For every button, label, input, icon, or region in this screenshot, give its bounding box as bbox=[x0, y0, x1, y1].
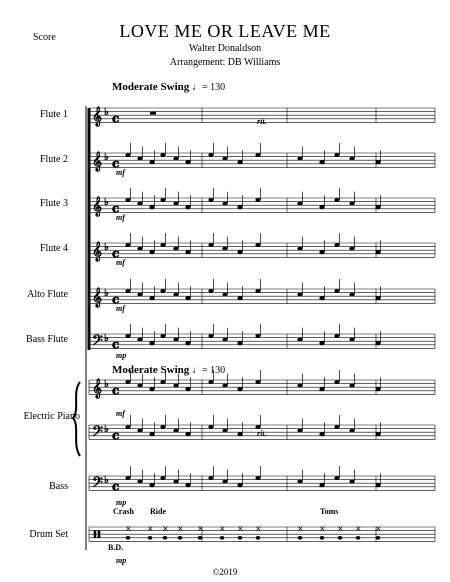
staff-flute-3 bbox=[89, 196, 435, 216]
cymbal-note: × bbox=[147, 524, 154, 533]
note bbox=[356, 536, 361, 540]
note bbox=[222, 202, 227, 206]
note bbox=[338, 536, 343, 540]
note bbox=[237, 387, 242, 391]
time-signature-common: c bbox=[112, 111, 120, 126]
staff-flute-4 bbox=[89, 241, 435, 261]
flat-icon: ♭ bbox=[104, 197, 109, 209]
ride-label: Ride bbox=[150, 507, 166, 516]
treble-clef-icon: 𝄞 bbox=[92, 287, 103, 308]
note bbox=[349, 338, 354, 342]
treble-clef-icon: 𝄞 bbox=[92, 241, 103, 262]
staff-piano-treble bbox=[89, 378, 435, 398]
note bbox=[160, 380, 165, 384]
note bbox=[237, 341, 242, 345]
cymbal-note: × bbox=[197, 524, 204, 533]
staff-flute-2 bbox=[89, 151, 435, 171]
cymbal-note: × bbox=[375, 524, 382, 533]
page-title: LOVE ME OR LEAVE ME bbox=[119, 21, 331, 41]
cymbal-note: × bbox=[219, 524, 226, 533]
note bbox=[185, 160, 190, 164]
note bbox=[125, 289, 130, 293]
note bbox=[255, 476, 260, 480]
toms-label: Toms bbox=[320, 507, 339, 516]
note bbox=[297, 480, 302, 484]
note bbox=[185, 432, 190, 436]
dynamic-mf: mf bbox=[116, 168, 125, 177]
note bbox=[173, 202, 178, 206]
note bbox=[208, 425, 213, 429]
note bbox=[297, 429, 302, 433]
dynamic-mp: mp bbox=[116, 351, 127, 360]
note bbox=[137, 480, 142, 484]
instrument-name-alto-flute: Alto Flute bbox=[27, 289, 68, 300]
note bbox=[334, 289, 339, 293]
note bbox=[297, 247, 302, 251]
note bbox=[149, 205, 154, 209]
note bbox=[375, 160, 380, 164]
note bbox=[125, 243, 130, 247]
note bbox=[126, 536, 131, 540]
composer: Walter Donaldson bbox=[188, 43, 262, 54]
note bbox=[125, 476, 130, 480]
instrument-name-drum-set: Drum Set bbox=[29, 529, 68, 540]
rit-marking: rit. bbox=[257, 429, 267, 438]
note bbox=[149, 483, 154, 487]
note bbox=[237, 296, 242, 300]
note bbox=[137, 157, 142, 161]
note bbox=[137, 247, 142, 251]
treble-clef-icon: 𝄞 bbox=[92, 106, 103, 127]
crash-label: Crash bbox=[113, 507, 134, 516]
note bbox=[237, 483, 242, 487]
note bbox=[160, 243, 165, 247]
note bbox=[319, 432, 324, 436]
note bbox=[255, 380, 260, 384]
instrument-name-flute-1: Flute 1 bbox=[39, 109, 68, 120]
cymbal-note: × bbox=[162, 524, 169, 533]
dynamic-mp: mp bbox=[116, 498, 127, 507]
note bbox=[237, 205, 242, 209]
note bbox=[319, 160, 324, 164]
note bbox=[208, 334, 213, 338]
note bbox=[334, 425, 339, 429]
note bbox=[349, 429, 354, 433]
note bbox=[298, 536, 303, 540]
note bbox=[255, 334, 260, 338]
quarter-note-icon: ♩ bbox=[192, 82, 203, 93]
note bbox=[185, 205, 190, 209]
cymbal-note: × bbox=[337, 524, 344, 533]
tempo-value: = 130 bbox=[202, 82, 226, 93]
note bbox=[334, 198, 339, 202]
note bbox=[222, 384, 227, 388]
dynamic-mf: mf bbox=[116, 304, 125, 313]
note bbox=[349, 384, 354, 388]
note bbox=[222, 480, 227, 484]
flat-icon: ♭ bbox=[104, 242, 109, 254]
note bbox=[319, 296, 324, 300]
flat-icon: ♭ bbox=[104, 333, 109, 345]
note bbox=[255, 198, 260, 202]
note bbox=[173, 480, 178, 484]
note bbox=[137, 429, 142, 433]
note bbox=[222, 293, 227, 297]
note bbox=[222, 247, 227, 251]
note bbox=[319, 387, 324, 391]
percussion-clef-icon bbox=[94, 531, 96, 538]
staff-bass bbox=[89, 474, 435, 494]
flat-icon: ♭ bbox=[104, 152, 109, 164]
note bbox=[185, 250, 190, 254]
note bbox=[173, 157, 178, 161]
note bbox=[297, 202, 302, 206]
note bbox=[185, 387, 190, 391]
time-signature-common: c bbox=[112, 479, 120, 494]
staff-bass-flute bbox=[89, 332, 435, 352]
note bbox=[149, 250, 154, 254]
note bbox=[137, 338, 142, 342]
time-signature-common: c bbox=[112, 383, 120, 398]
note bbox=[160, 198, 165, 202]
note bbox=[208, 153, 213, 157]
note bbox=[255, 289, 260, 293]
note bbox=[160, 476, 165, 480]
note bbox=[149, 296, 154, 300]
note bbox=[222, 338, 227, 342]
time-signature-common: c bbox=[112, 246, 120, 261]
instrument-name-electric-piano: Electric Piano bbox=[23, 411, 80, 422]
whole-rest bbox=[150, 112, 156, 115]
instrument-name-flute-4: Flute 4 bbox=[39, 243, 68, 254]
note bbox=[297, 384, 302, 388]
flat-icon: ♭ bbox=[104, 379, 109, 391]
note bbox=[173, 338, 178, 342]
note bbox=[349, 480, 354, 484]
instrument-name-bass-flute: Bass Flute bbox=[26, 334, 68, 345]
note bbox=[220, 536, 225, 540]
note bbox=[320, 536, 325, 540]
note bbox=[125, 334, 130, 338]
note bbox=[137, 293, 142, 297]
quarter-note-icon: ♩ bbox=[192, 365, 203, 376]
note bbox=[334, 476, 339, 480]
note bbox=[160, 425, 165, 429]
note bbox=[173, 429, 178, 433]
instrument-name-bass: Bass bbox=[49, 481, 68, 492]
cymbal-note: × bbox=[125, 524, 132, 533]
flat-icon: ♭ bbox=[104, 288, 109, 300]
note bbox=[163, 536, 168, 540]
note bbox=[334, 334, 339, 338]
staff-drum-set bbox=[89, 527, 435, 541]
note bbox=[256, 536, 261, 540]
note bbox=[185, 341, 190, 345]
note bbox=[148, 536, 153, 540]
note bbox=[149, 160, 154, 164]
note bbox=[222, 157, 227, 161]
piano-brace bbox=[73, 382, 80, 456]
dynamic-mf: mf bbox=[116, 258, 125, 267]
tempo-text: Moderate Swing bbox=[112, 81, 190, 93]
dynamic-mf: mf bbox=[116, 409, 125, 418]
note bbox=[208, 289, 213, 293]
time-signature-common: c bbox=[112, 428, 120, 443]
note bbox=[349, 202, 354, 206]
note bbox=[237, 250, 242, 254]
time-signature-common: c bbox=[112, 201, 120, 216]
tempo-value: = 130 bbox=[202, 365, 226, 376]
arranger: Arrangement: DB Williams bbox=[169, 57, 281, 68]
cymbal-note: × bbox=[237, 524, 244, 533]
note bbox=[255, 153, 260, 157]
dynamic-mf: mf bbox=[116, 213, 125, 222]
note bbox=[255, 243, 260, 247]
note bbox=[319, 341, 324, 345]
note bbox=[297, 157, 302, 161]
cymbal-note: × bbox=[177, 524, 184, 533]
note bbox=[149, 387, 154, 391]
note bbox=[375, 387, 380, 391]
staff-alto-flute bbox=[89, 287, 435, 307]
note bbox=[297, 293, 302, 297]
note bbox=[208, 476, 213, 480]
cymbal-note: × bbox=[255, 524, 262, 533]
note bbox=[173, 293, 178, 297]
cymbal-note: × bbox=[319, 524, 326, 533]
time-signature-common: c bbox=[112, 337, 120, 352]
note bbox=[319, 250, 324, 254]
instrument-name-flute-3: Flute 3 bbox=[39, 198, 68, 209]
note bbox=[160, 289, 165, 293]
note bbox=[149, 432, 154, 436]
copyright: ©2019 bbox=[212, 567, 238, 577]
note bbox=[125, 380, 130, 384]
bass-clef-icon: 𝄢 bbox=[92, 332, 103, 353]
note bbox=[185, 296, 190, 300]
note bbox=[349, 247, 354, 251]
note bbox=[208, 198, 213, 202]
note bbox=[198, 536, 203, 540]
bass-clef-icon: 𝄢 bbox=[92, 474, 103, 495]
time-signature-common: c bbox=[112, 156, 120, 171]
note bbox=[125, 425, 130, 429]
note bbox=[375, 205, 380, 209]
note bbox=[375, 483, 380, 487]
note bbox=[137, 202, 142, 206]
note bbox=[319, 205, 324, 209]
tempo-text: Moderate Swing bbox=[112, 364, 190, 376]
note bbox=[238, 536, 243, 540]
note bbox=[173, 384, 178, 388]
flat-icon: ♭ bbox=[104, 475, 109, 487]
note bbox=[237, 432, 242, 436]
rit-marking: rit. bbox=[257, 117, 267, 126]
note bbox=[349, 157, 354, 161]
note bbox=[149, 341, 154, 345]
note bbox=[319, 483, 324, 487]
note bbox=[376, 536, 381, 540]
note bbox=[375, 296, 380, 300]
bass-clef-icon: 𝄢 bbox=[92, 423, 103, 444]
score-label: Score bbox=[33, 32, 56, 43]
note bbox=[334, 243, 339, 247]
note bbox=[334, 153, 339, 157]
note bbox=[208, 243, 213, 247]
dynamic-mp: mp bbox=[116, 556, 127, 565]
note bbox=[237, 160, 242, 164]
treble-clef-icon: 𝄞 bbox=[92, 196, 103, 217]
note bbox=[334, 380, 339, 384]
note bbox=[185, 483, 190, 487]
bass-drum-label: B.D. bbox=[108, 543, 124, 552]
note bbox=[375, 341, 380, 345]
treble-clef-icon: 𝄞 bbox=[92, 151, 103, 172]
instrument-name-flute-2: Flute 2 bbox=[39, 154, 68, 165]
note bbox=[222, 429, 227, 433]
note bbox=[375, 432, 380, 436]
treble-clef-icon: 𝄞 bbox=[92, 378, 103, 399]
note bbox=[375, 250, 380, 254]
note bbox=[178, 536, 183, 540]
time-signature-common: c bbox=[112, 292, 120, 307]
flat-icon: ♭ bbox=[104, 107, 109, 119]
note bbox=[160, 153, 165, 157]
cymbal-note: × bbox=[297, 524, 304, 533]
note bbox=[125, 153, 130, 157]
note bbox=[137, 384, 142, 388]
note bbox=[297, 338, 302, 342]
note bbox=[173, 247, 178, 251]
flat-icon: ♭ bbox=[104, 424, 109, 436]
note bbox=[160, 334, 165, 338]
note bbox=[125, 198, 130, 202]
cymbal-note: × bbox=[355, 524, 362, 533]
note bbox=[208, 380, 213, 384]
note bbox=[349, 293, 354, 297]
